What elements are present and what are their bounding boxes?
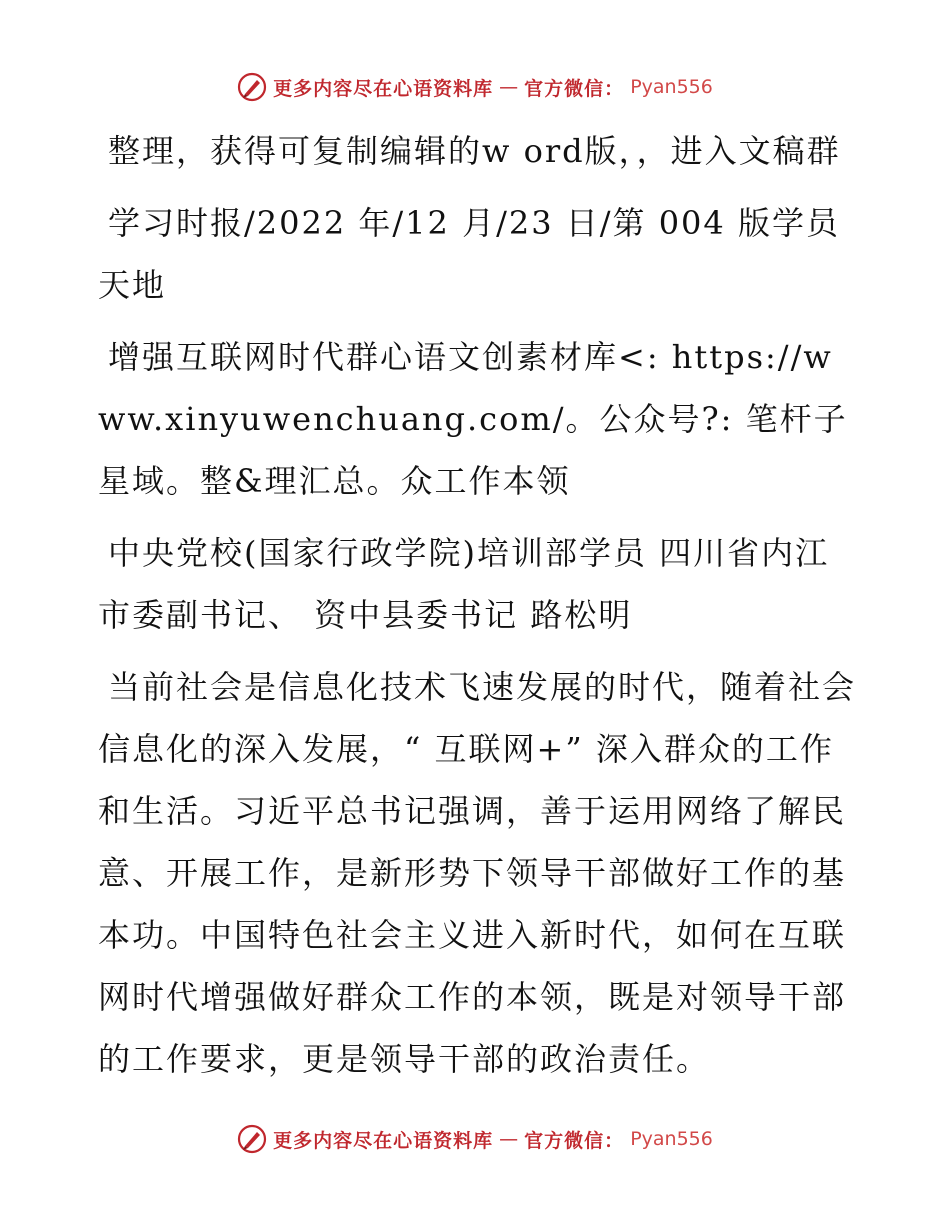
paragraph-body: 当前社会是信息化技术飞速发展的时代，随着社会信息化的深入发展，“ 互联网+” 深入群众的工作和生活。习近平总书记强调，善于运用网络了解民意、开展工作，是新形势下领导干部做好工作的基本功。中国特色社会主义进入新时代，如何在互联网时代增强做好群众工作的本领，既是对领导干部的工作要求，更是领导干部的政治责任。 [98,668,857,1078]
watermark-wechat-id: Pyan556 [630,1128,713,1150]
pen-logo-icon [237,72,267,102]
document-body [98,120,858,1096]
watermark-wechat-id: Pyan556 [630,76,713,98]
paragraph-title: 增强互联网时代群心语文创素材库<: https://www.xinyuwenchuang.com/。公众号?: 笔杆子星域。整&理汇总。众工作本领 [98,338,848,500]
paragraph-intro: 整理，获得可复制编辑的w ord版，，进入文稿群 [108,132,841,170]
header-watermark [0,72,950,102]
watermark-separator: — [499,76,519,98]
watermark-main-text: 更多内容尽在心语资料库 [273,1129,494,1152]
watermark-main-text: 更多内容尽在心语资料库 [273,77,494,100]
paragraph-author: 中央党校(国家行政学院)培训部学员 四川省内江市委副书记、 资中县委书记 路松明 [98,534,830,634]
watermark-sub-text: 官方微信： [524,1129,625,1152]
watermark-sub-text: 官方微信： [524,77,625,100]
watermark-separator: — [499,1128,519,1150]
paragraph-source: 学习时报/2022 年/12 月/23 日/第 004 版学员天地 [98,204,840,304]
pen-logo-icon [237,1124,267,1154]
footer-watermark [0,1124,950,1154]
